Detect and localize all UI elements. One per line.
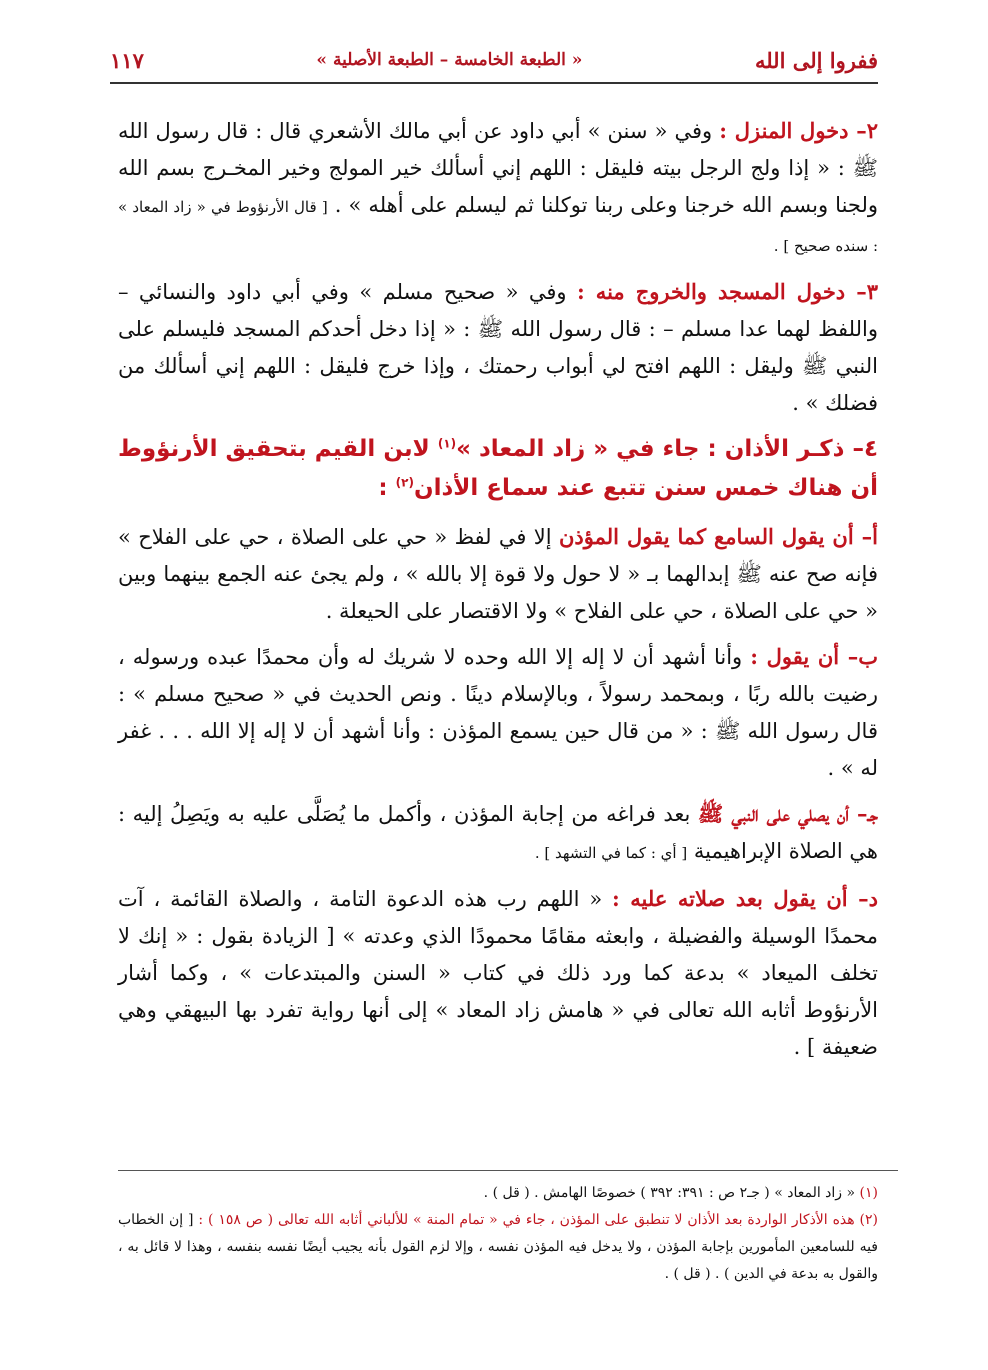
heading-sunnah-c: جـ– أن يصلي على النبي ﷺ xyxy=(697,801,879,826)
section-adhan-part1: ٤– ذكـر الأذان : جاء في « زاد المعاد » xyxy=(456,436,878,462)
section-adhan-heading xyxy=(118,430,878,508)
note-sunnah-c: [ أي : كما في التشهد ] . xyxy=(534,844,688,862)
footnote-ref-2[interactable]: (٢) xyxy=(395,475,414,490)
text-entering-home: وفي « سنن » أبي داود عن أبي مالك الأشعري قال : قال رسول الله ﷺ : « إذا ولج الرجل بيته فليقل : اللهم إني أسألك خير المولج وخير المخـرج بسم الله ولجنا وبسم الله خرجنا وعلى ربنا توكلنا ثم ليسلم على أهله » . xyxy=(118,119,878,217)
header-divider xyxy=(110,82,878,84)
heading-sunnah-a: أ– أن يقول السامع كما يقول المؤذن xyxy=(558,524,879,549)
paragraph-sunnah-a xyxy=(118,518,878,630)
footnote-2-number: (٢) xyxy=(859,1212,878,1228)
paragraph-sunnah-c xyxy=(118,795,878,872)
main-text xyxy=(118,112,878,1074)
footnote-2-text: [ إن الخطاب فيه للسامعين المأمورين بإجابة المؤذن ، ولا يدخل فيه المؤذن نفسه ، وإلا لزم القول بأنه يجيب أيضًا نفسه بنفسه ، وهذا لا قائل به ، والقول به بدعة في الدين ) . ( قل ) . xyxy=(118,1212,879,1282)
running-header xyxy=(110,42,878,78)
paragraph-mosque xyxy=(118,273,878,422)
text-sunnah-c: بعد فراغه من إجابة المؤذن ، وأكمل ما يُصَلَّى عليه به ويَصِلُ إليه : هي الصلاة الإبراهيمية xyxy=(118,802,878,863)
heading-sunnah-b: ب– أن يقول : xyxy=(750,644,878,669)
section-adhan-part3: : xyxy=(378,475,396,501)
heading-entering-home: ٢– دخول المنزل : xyxy=(719,118,879,143)
book-title: ففروا إلى الله xyxy=(754,47,878,73)
heading-sunnah-d: د– أن يقول بعد صلاته عليه : xyxy=(612,886,878,911)
footnote-1-number: (١) xyxy=(859,1185,878,1201)
edition-label: « الطبعة الخامسة – الطبعة الأصلية » xyxy=(316,50,583,70)
paragraph-entering-home xyxy=(118,112,878,265)
footnote-2-lead: هذه الأذكار الواردة بعد الأذان لا تنطبق على المؤذن ، جاء في « تمام المنة » للألباني أثابه الله تعالى ( ص ١٥٨ ) : xyxy=(198,1212,860,1228)
text-sunnah-d: « اللهم رب هذه الدعوة التامة ، والصلاة القائمة ، آت محمدًا الوسيلة والفضيلة ، وابعثه مقامًا محمودًا الذي وعدته » [ الزيادة بقول : « إنك لا تخلف الميعاد » بدعة كما ورد ذلك في كتاب « السنن والمبتدعات » ، وكما أشار الأرنؤوط أثابه الله تعالى في « هامش زاد المعاد » إلى أنها رواية تفرد بها البيهقي وهي ضعيفة ] . xyxy=(118,887,878,1059)
footnote-divider xyxy=(118,1170,898,1171)
text-sunnah-b: وأنا أشهد أن لا إله إلا الله وحده لا شريك له وأن محمدًا عبده ورسوله ، رضيت بالله ربًا ، وبمحمد رسولاً ، وبالإسلام دينًا . ونص الحديث في « صحيح مسلم » : قال رسول الله ﷺ : « من قال حين يسمع المؤذن : وأنا أشهد أن لا إله إلا الله . . . غفر له » . xyxy=(118,645,878,780)
text-mosque: وفي « صحيح مسلم » وفي أبي داود والنسائي – واللفظ لهما عدا مسلم – : قال رسول الله ﷺ : « إذا دخل أحدكم المسجد فليسلم على النبي ﷺ وليقل : اللهم افتح لي أبواب رحمتك ، وإذا خرج فليقل : اللهم إني أسألك من فضلك » . xyxy=(118,280,878,415)
footnotes xyxy=(118,1180,878,1288)
heading-mosque: ٣– دخول المسجد والخروج منه : xyxy=(577,279,878,304)
paragraph-sunnah-b xyxy=(118,638,878,787)
note-entering-home: [ قال الأرنؤوط في « زاد المعاد » : سنده صحيح ] . xyxy=(118,198,878,255)
footnote-1-text: « زاد المعاد » ( جـ٢ ص : ٣٩١: ٣٩٢ ) خصوصًا الهامش . ( قل ) . xyxy=(483,1185,860,1201)
text-sunnah-a: إلا في لفظ « حي على الصلاة ، حي على الفلاح » فإنه صح عنه ﷺ إبدالهما بـ « لا حول ولا قوة إلا بالله » ، ولم يجئ عنه الجمع بينهما وبين « حي على الصلاة ، حي على الفلاح » ولا الاقتصار على الحيعلة . xyxy=(118,525,878,623)
page-number: ١١٧ xyxy=(110,47,144,73)
footnote-2 xyxy=(118,1207,878,1288)
section-adhan-part2: لابن القيم بتحقيق الأرنؤوط أن هناك خمس سنن تتبع عند سماع الأذان xyxy=(118,436,878,501)
paragraph-sunnah-d xyxy=(118,880,878,1066)
footnote-ref-1[interactable]: (١) xyxy=(437,436,457,451)
footnote-1 xyxy=(118,1180,878,1207)
